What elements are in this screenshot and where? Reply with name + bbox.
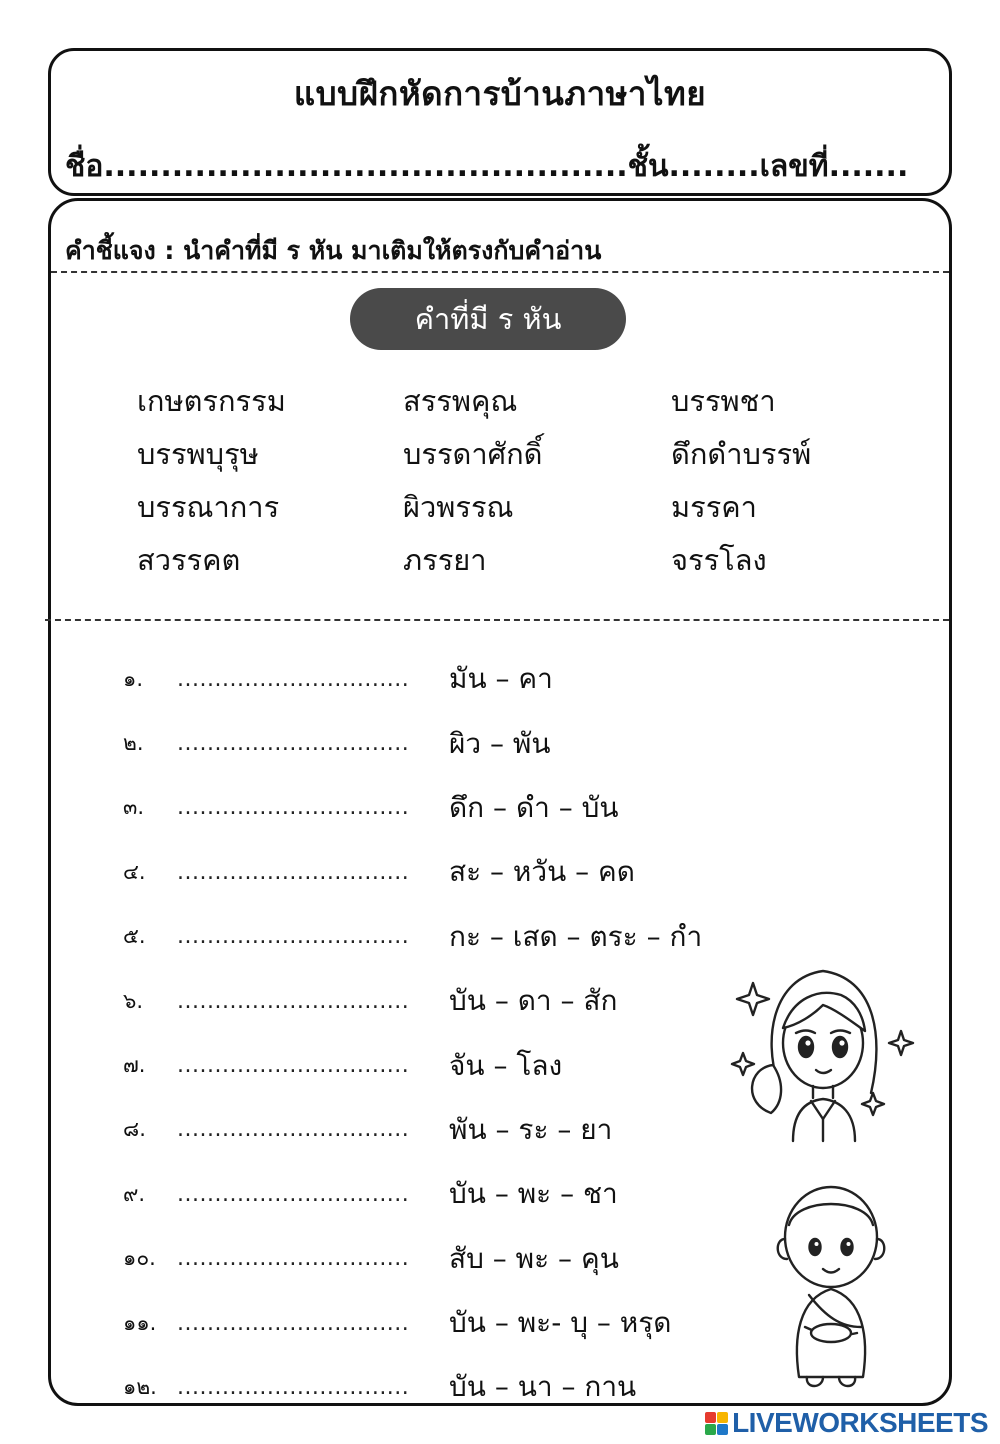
word-bank-item: บรรดาศักดิ์ [403, 437, 543, 471]
logo-square [705, 1424, 716, 1435]
exercise-item [123, 1291, 763, 1355]
reading-hint: บัน – พะ- บุ – หรุด [449, 1306, 672, 1340]
liveworksheets-logo[interactable] [705, 1408, 988, 1438]
exercise-item [123, 969, 763, 1033]
exercise-item [123, 1033, 763, 1097]
dashed-divider [45, 619, 949, 621]
answer-blank[interactable]: ............................... [177, 731, 410, 757]
answer-blank[interactable]: ............................... [177, 1246, 410, 1272]
answer-blank[interactable]: ............................... [177, 988, 410, 1014]
item-number: ๒. [123, 731, 144, 756]
word-bank-item: บรรณาการ [137, 490, 280, 524]
exercise-item [123, 840, 763, 904]
answer-blank[interactable]: ............................... [177, 1310, 410, 1336]
answer-blank[interactable]: ............................... [177, 924, 410, 950]
item-number: ๙. [123, 1181, 146, 1206]
reading-hint: บัน – นา – กาน [449, 1370, 637, 1404]
exercise-item [123, 1162, 763, 1226]
exercise-item [123, 905, 763, 969]
exercise-item [123, 1098, 763, 1162]
word-bank-item: ภรรยา [403, 543, 487, 577]
item-number: ๑. [123, 666, 144, 691]
logo-square [717, 1424, 728, 1435]
word-bank [137, 383, 857, 578]
reading-hint: บัน – ดา – สัก [449, 984, 618, 1018]
answer-blank[interactable]: ............................... [177, 1053, 410, 1079]
item-number: ๘. [123, 1117, 146, 1142]
word-bank-item: ดึกดำบรรพ์ [671, 437, 812, 471]
dashed-divider [51, 271, 949, 273]
item-number: ๗. [123, 1053, 146, 1078]
answer-blank[interactable]: ............................... [177, 666, 410, 692]
boy-illustration [771, 1177, 891, 1397]
exercise-item [123, 776, 763, 840]
item-number: ๓. [123, 795, 145, 820]
worksheet-title: แบบฝึกหัดการบ้านภาษาไทย [293, 74, 707, 113]
answer-blank[interactable]: ............................... [177, 1117, 410, 1143]
name-class-number-line[interactable]: ชื่อ..............................................ชั้น........เลขที่....... [65, 149, 909, 184]
exercise-item [123, 1227, 763, 1291]
exercise-box [48, 198, 952, 1406]
item-number: ๑๒. [123, 1374, 157, 1399]
word-bank-item: ผิวพรรณ [403, 490, 514, 524]
logo-square [705, 1412, 716, 1423]
header-box [48, 48, 952, 196]
logo-mark-icon [705, 1412, 728, 1435]
word-bank-title: คำที่มี ร หัน [350, 288, 626, 350]
instruction-text: คำชี้แจง : นำคำที่มี ร หัน มาเติมให้ตรงกับคำอ่าน [65, 236, 602, 265]
word-bank-item: มรรคา [671, 490, 757, 524]
word-bank-item: จรรโลง [671, 543, 767, 577]
exercise-list [123, 647, 763, 1420]
logo-square [717, 1412, 728, 1423]
exercise-item [123, 647, 763, 711]
girl-illustration [723, 943, 923, 1143]
word-bank-item: บรรพบุรุษ [137, 437, 259, 471]
exercise-item [123, 1355, 763, 1419]
reading-hint: ผิว – พัน [449, 726, 551, 760]
reading-hint: ดึก – ดำ – บัน [449, 790, 619, 824]
reading-hint: บัน – พะ – ชา [449, 1177, 618, 1211]
answer-blank[interactable]: ............................... [177, 1374, 410, 1400]
word-bank-item: เกษตรกรรม [137, 384, 286, 418]
reading-hint: กะ – เสด – ตระ – กำ [449, 919, 703, 953]
answer-blank[interactable]: ............................... [177, 859, 410, 885]
reading-hint: พัน – ระ – ยา [449, 1112, 613, 1146]
item-number: ๖. [123, 988, 144, 1013]
reading-hint: สะ – หวัน – คด [449, 855, 635, 889]
word-bank-item: สวรรคต [137, 543, 241, 577]
logo-text: LIVEWORKSHEETS [732, 1407, 988, 1438]
item-number: ๕. [123, 924, 146, 949]
item-number: ๑๑. [123, 1310, 157, 1335]
item-number: ๔. [123, 859, 146, 884]
exercise-item [123, 711, 763, 775]
reading-hint: สับ – พะ – คุน [449, 1241, 619, 1275]
item-number: ๑๐. [123, 1246, 156, 1271]
answer-blank[interactable]: ............................... [177, 1181, 410, 1207]
word-bank-item: บรรพชา [671, 384, 776, 418]
word-bank-item: สรรพคุณ [403, 384, 518, 418]
answer-blank[interactable]: ............................... [177, 795, 410, 821]
reading-hint: จัน – โลง [449, 1048, 563, 1082]
reading-hint: มัน – คา [449, 662, 553, 696]
